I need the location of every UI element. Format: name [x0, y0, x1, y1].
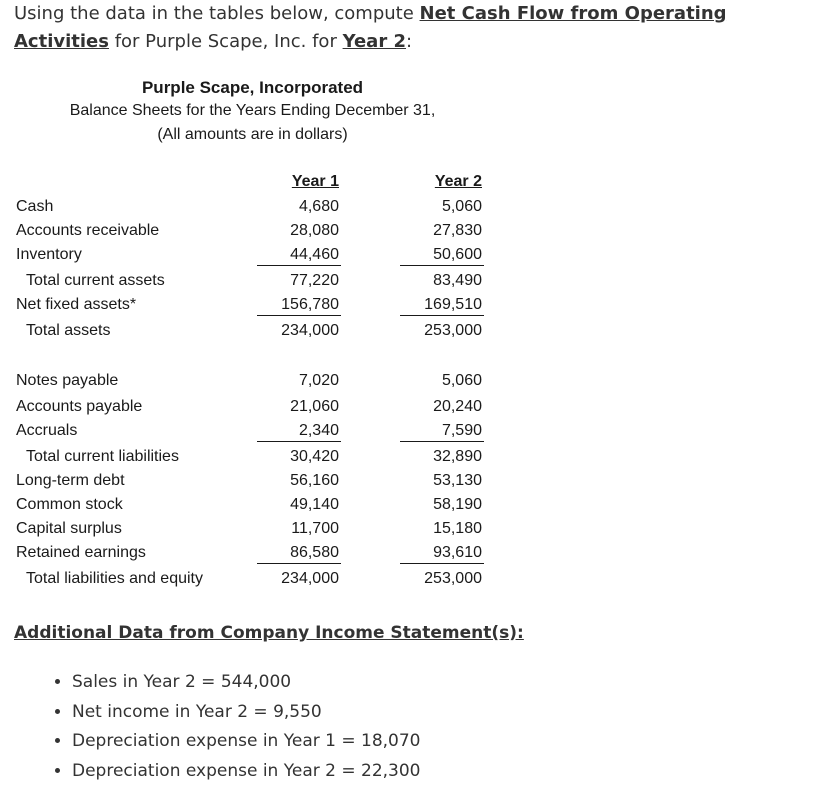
question-text	[14, 0, 804, 56]
cell-year2: 253,000	[424, 322, 482, 339]
cell-year1: 49,140	[290, 496, 339, 513]
subtotal-rule	[400, 265, 484, 266]
list-item: • Net income in Year 2 = 9,550	[72, 698, 420, 728]
cell-year2: 27,830	[433, 222, 482, 239]
row-label: Notes payable	[16, 372, 119, 389]
row-label: Capital surplus	[16, 520, 122, 537]
cell-year2: 20,240	[433, 398, 482, 415]
row-label: Accounts receivable	[16, 222, 160, 239]
row-label: Retained earnings	[16, 544, 146, 561]
row-label: Common stock	[16, 496, 123, 513]
col-header-year2: Year 2	[434, 173, 482, 190]
cell-year1: 21,060	[290, 398, 339, 415]
cell-year1: 234,000	[281, 570, 339, 587]
cell-year1: 2,340	[298, 422, 339, 439]
row-label: Long-term debt	[16, 472, 125, 489]
cell-year2: 93,610	[433, 544, 482, 561]
row-label: Accruals	[16, 422, 78, 439]
col-header-year1: Year 1	[291, 173, 339, 190]
row-label: Total current assets	[26, 272, 165, 289]
cell-year2: 32,890	[433, 448, 482, 465]
cell-year1: 44,460	[290, 246, 339, 263]
cell-year1: 234,000	[281, 322, 339, 339]
subtotal-rule	[400, 563, 484, 564]
subtotal-rule	[257, 441, 341, 442]
cell-year2: 169,510	[424, 296, 482, 313]
cell-year2: 253,000	[424, 570, 482, 587]
subtotal-rule	[257, 265, 341, 266]
cell-year1: 156,780	[281, 296, 339, 313]
cell-year1: 77,220	[290, 272, 339, 289]
cell-year2: 5,060	[441, 198, 482, 215]
row-label: Cash	[16, 198, 54, 215]
cell-year1: 56,160	[290, 472, 339, 489]
question-year: Year 2	[342, 31, 406, 52]
row-label: Inventory	[16, 246, 82, 263]
subtotal-rule	[400, 315, 484, 316]
list-item: • Depreciation expense in Year 2 = 22,300	[72, 757, 420, 787]
cell-year2: 50,600	[433, 246, 482, 263]
cell-year1: 28,080	[290, 222, 339, 239]
cell-year1: 11,700	[291, 520, 339, 537]
cell-year2: 83,490	[433, 272, 482, 289]
question-suffix: :	[405, 31, 413, 52]
cell-year2: 7,590	[441, 422, 482, 439]
row-label: Total liabilities and equity	[26, 570, 203, 587]
row-label: Total current liabilities	[26, 448, 179, 465]
cell-year2: 15,180	[433, 520, 482, 537]
cell-year1: 7,020	[298, 372, 339, 389]
additional-data-heading: Additional Data from Company Income Statement(s):	[14, 623, 524, 643]
balance-sheet-image	[10, 70, 495, 600]
row-label: Total assets	[26, 322, 111, 339]
question-mid: for Purple Scape, Inc. for	[108, 31, 343, 52]
table-subtitle: Balance Sheets for the Years Ending December 31,	[69, 102, 436, 119]
cell-year1: 4,680	[298, 198, 339, 215]
row-label: Net fixed assets*	[16, 296, 137, 313]
cell-year2: 53,130	[433, 472, 482, 489]
list-item: • Depreciation expense in Year 1 = 18,070	[72, 727, 420, 757]
question-topic: Net Cash Flow from Operating Activities	[14, 3, 727, 52]
additional-data-list	[40, 668, 420, 786]
subtotal-rule	[257, 563, 341, 564]
cell-year2: 5,060	[441, 372, 482, 389]
subtotal-rule	[257, 315, 341, 316]
cell-year1: 30,420	[290, 448, 339, 465]
question-prefix: Using the data in the tables below, compute	[14, 3, 420, 24]
cell-year1: 86,580	[290, 544, 339, 561]
row-label: Accounts payable	[16, 398, 143, 415]
company-name: Purple Scape, Incorporated	[141, 78, 364, 97]
subtotal-rule	[400, 441, 484, 442]
list-item: • Sales in Year 2 = 544,000	[72, 668, 420, 698]
cell-year2: 58,190	[433, 496, 482, 513]
table-units: (All amounts are in dollars)	[157, 126, 348, 143]
